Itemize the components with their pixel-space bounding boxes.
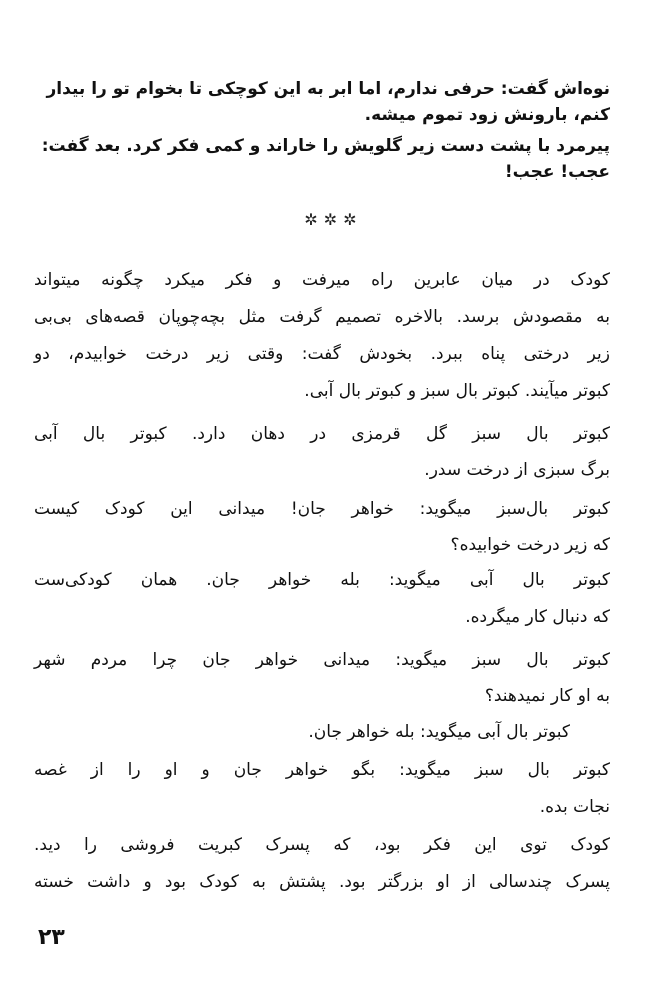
paragraph-line: پیرمرد با پشت دست زیر گلویش را خاراند و کمی فکر کرد. بعد گفت: <box>41 136 610 156</box>
paragraph-line: کنم، بارونش زود تموم میشه. <box>364 105 610 125</box>
section-separator: ✲✲✲ <box>304 210 363 229</box>
paragraph-line: به مقصودش برسد. بالاخره تصمیم گرفت مثل بچه‌چوپان قصه‌های بی‌بی <box>34 307 610 327</box>
page-number: ۲۳ <box>38 925 65 950</box>
paragraph-line: کبوتر بال سبز میگوید: بگو خواهر جان و او را از غصه <box>34 760 610 780</box>
paragraph-line: زیر درختی پناه ببرد. بخودش گفت: وقتی زیر درخت خوابیدم، دو <box>34 344 610 364</box>
paragraph-line: که دنبال کار میگرده. <box>465 607 610 627</box>
paragraph-line: کودک در میان عابرین راه میرفت و فکر میکرد چگونه میتواند <box>34 270 610 290</box>
paragraph-line: نجات بده. <box>539 797 610 817</box>
paragraph-line: کبوتر بال آبی میگوید: بله خواهر جان. <box>308 722 570 742</box>
paragraph-line: عجب! عجب! <box>504 162 610 182</box>
paragraph-line: برگ سبزی از درخت سدر. <box>424 460 610 480</box>
paragraph-line: به او کار نمیدهند؟ <box>484 686 610 706</box>
paragraph-line: کودک توی این فکر بود، که پسرک کبریت فروشی را دید. <box>34 835 610 855</box>
paragraph-line: کبوتر بال سبز میگوید: میدانی خواهر جان چرا مردم شهر <box>34 650 610 670</box>
paragraph-line: کبوتر بال‌سبز میگوید: خواهر جان! میدانی این کودک کیست <box>34 499 610 519</box>
paragraph-line: کبوتر میآیند. کبوتر بال سبز و کبوتر بال آبی. <box>304 381 610 401</box>
paragraph-line: که زیر درخت خوابیده؟ <box>450 535 610 555</box>
paragraph-line: نوه‌اش گفت: حرفی ندارم، اما ابر به این کوچکی تا بخوام تو را بیدار <box>46 79 610 99</box>
paragraph-line: کبوتر بال آبی میگوید: بله خواهر جان. همان کودکی‌ست <box>34 570 610 590</box>
paragraph-line: پسرک چندسالی از او بزرگتر بود. پشتش به کودک بود و داشت خسته <box>34 872 610 892</box>
paragraph-line: کبوتر بال سبز گل قرمزی در دهان دارد. کبوتر بال آبی <box>34 424 610 444</box>
